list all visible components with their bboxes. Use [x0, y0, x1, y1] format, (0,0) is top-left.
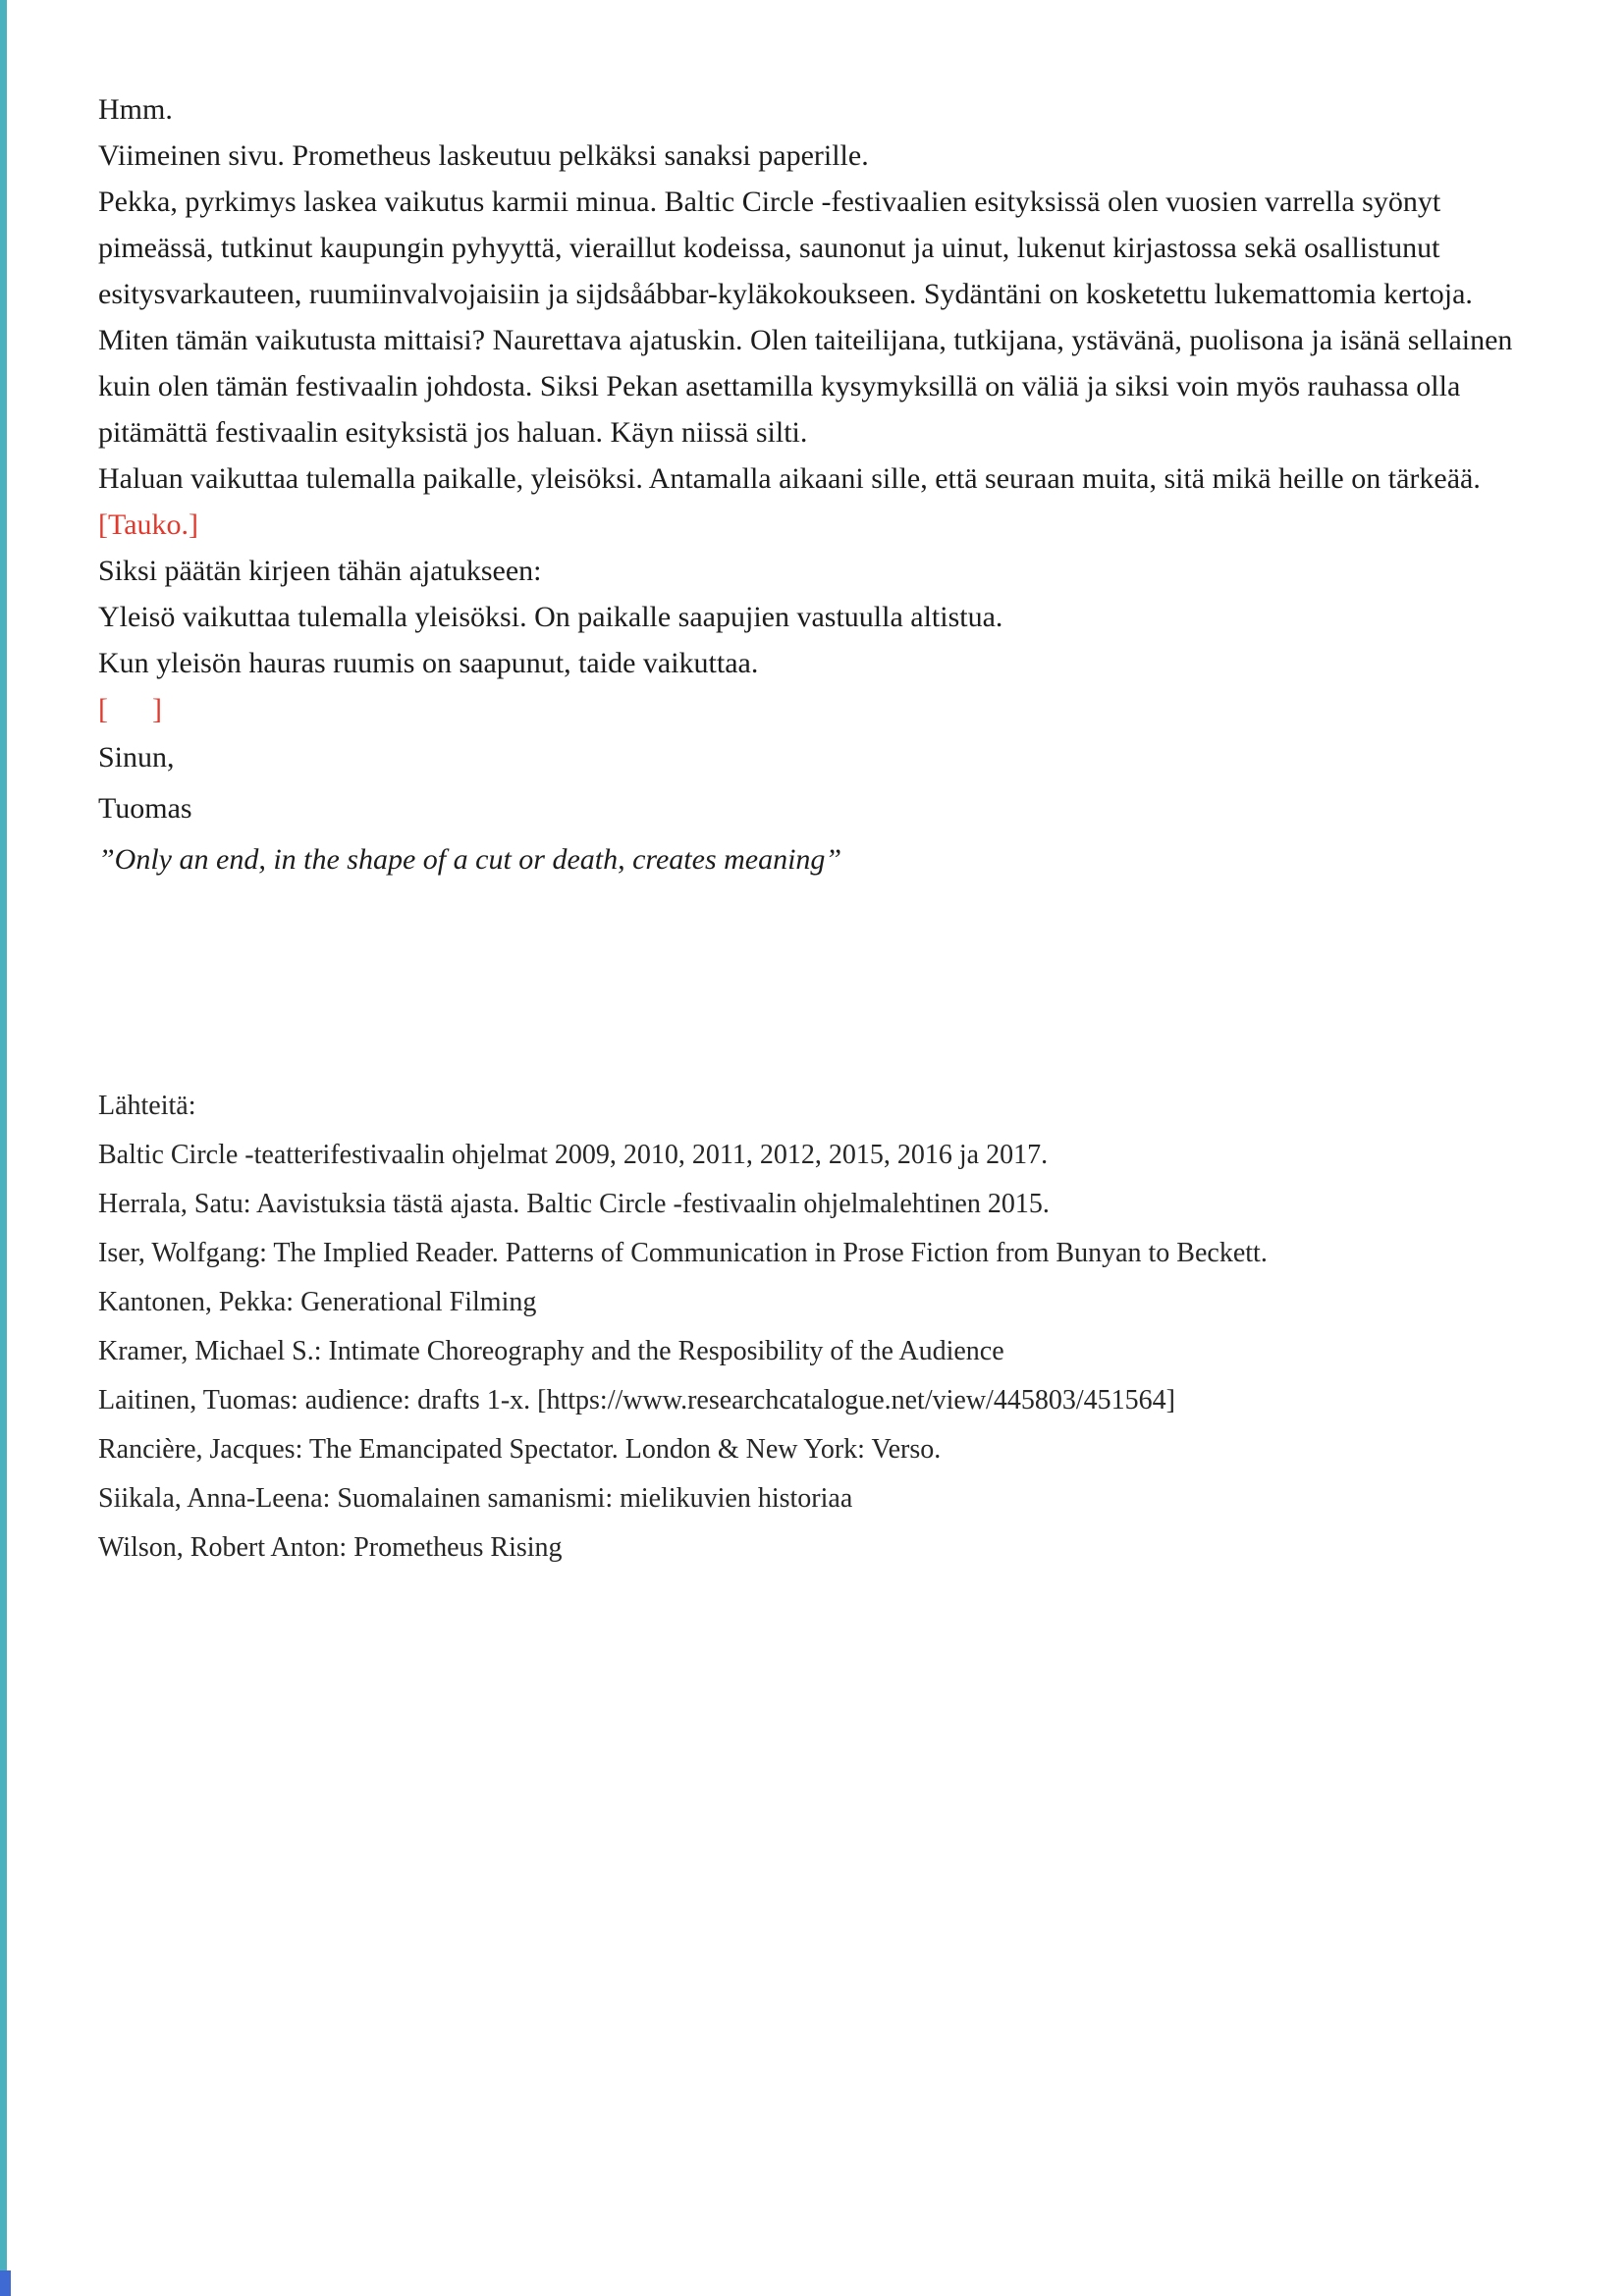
- source-item: Kantonen, Pekka: Generational Filming: [98, 1287, 537, 1317]
- stage-direction-empty-bracket: [ ]: [98, 693, 162, 725]
- source-item: Kramer, Michael S.: Intimate Choreography and the Resposibility of the Audience: [98, 1336, 1004, 1366]
- signature-block: [98, 732, 1532, 885]
- letter-body: [98, 86, 1532, 1573]
- sources-list: [98, 1082, 1532, 1573]
- left-accent-bar-bottom-segment: [0, 2270, 11, 2296]
- source-item: Herrala, Satu: Aavistuksia tästä ajasta. Baltic Circle -festivaalin ohjelmalehtinen 2015.: [98, 1189, 1050, 1219]
- left-accent-bar: [0, 0, 7, 2296]
- paragraph-yleiso-vaikuttaa: Yleisö vaikuttaa tulemalla yleisöksi. On paikalle saapujien vastuulla altistua.: [98, 601, 1003, 633]
- source-item: Siikala, Anna-Leena: Suomalainen samanismi: mielikuvien historiaa: [98, 1483, 853, 1514]
- source-item: Laitinen, Tuomas: audience: drafts 1-x. [https://www.researchcatalogue.net/view/445803/451564]: [98, 1385, 1175, 1415]
- signature-tuomas: Tuomas: [98, 792, 192, 825]
- paragraph-siksi-paatan: Siksi päätän kirjeen tähän ajatukseen:: [98, 555, 542, 587]
- paragraph-hmm: Hmm.: [98, 93, 173, 126]
- source-item: Rancière, Jacques: The Emancipated Spectator. London & New York: Verso.: [98, 1434, 942, 1465]
- stage-direction-tauko: [Tauko.]: [98, 508, 199, 541]
- paragraph-pekka: Pekka, pyrkimys laskea vaikutus karmii minua. Baltic Circle -festivaalien esityksissä olen vuosien varrella syönyt pimeässä, tutkinut kaupungin pyhyyttä, vieraillut kodeissa, saunonut ja uinut, lukenut kirjastossa sekä osallistunut esitysvarkauteen, ruumiinvalvojaisiin ja sijdsåábbar-kyläkokoukseen. Sydäntäni on kosketettu lukemattomia kertoja. Miten tämän vaikutusta mittaisi? Naurettava ajatuskin. Olen taiteilijana, tutkijana, ystävänä, puolisona ja isänä sellainen kuin olen tämän festivaalin johdosta. Siksi Pekan asettamilla kysymyksillä on väliä ja siksi voin myös rauhassa olla pitämättä festivaalin esityksistä jos haluan. Käyn niissä silti.: [98, 186, 1513, 449]
- sources-title: Lähteitä:: [98, 1091, 196, 1121]
- source-item: Iser, Wolfgang: The Implied Reader. Patterns of Communication in Prose Fiction from Bunyan to Beckett.: [98, 1238, 1268, 1268]
- source-item: Baltic Circle -teatterifestivaalin ohjelmat 2009, 2010, 2011, 2012, 2015, 2016 ja 2017.: [98, 1140, 1049, 1170]
- signature-quote: ”Only an end, in the shape of a cut or death, creates meaning”: [98, 843, 842, 876]
- paragraph-viimeinen-sivu: Viimeinen sivu. Prometheus laskeutuu pelkäksi sanaksi paperille.: [98, 139, 869, 172]
- paragraph-haluan-vaikuttaa: Haluan vaikuttaa tulemalla paikalle, yleisöksi. Antamalla aikaani sille, että seuraan muita, sitä mikä heille on tärkeää.: [98, 462, 1481, 495]
- paragraph-kun-yleison: Kun yleisön hauras ruumis on saapunut, taide vaikuttaa.: [98, 647, 759, 679]
- source-item: Wilson, Robert Anton: Prometheus Rising: [98, 1532, 563, 1563]
- signature-sinun: Sinun,: [98, 741, 175, 774]
